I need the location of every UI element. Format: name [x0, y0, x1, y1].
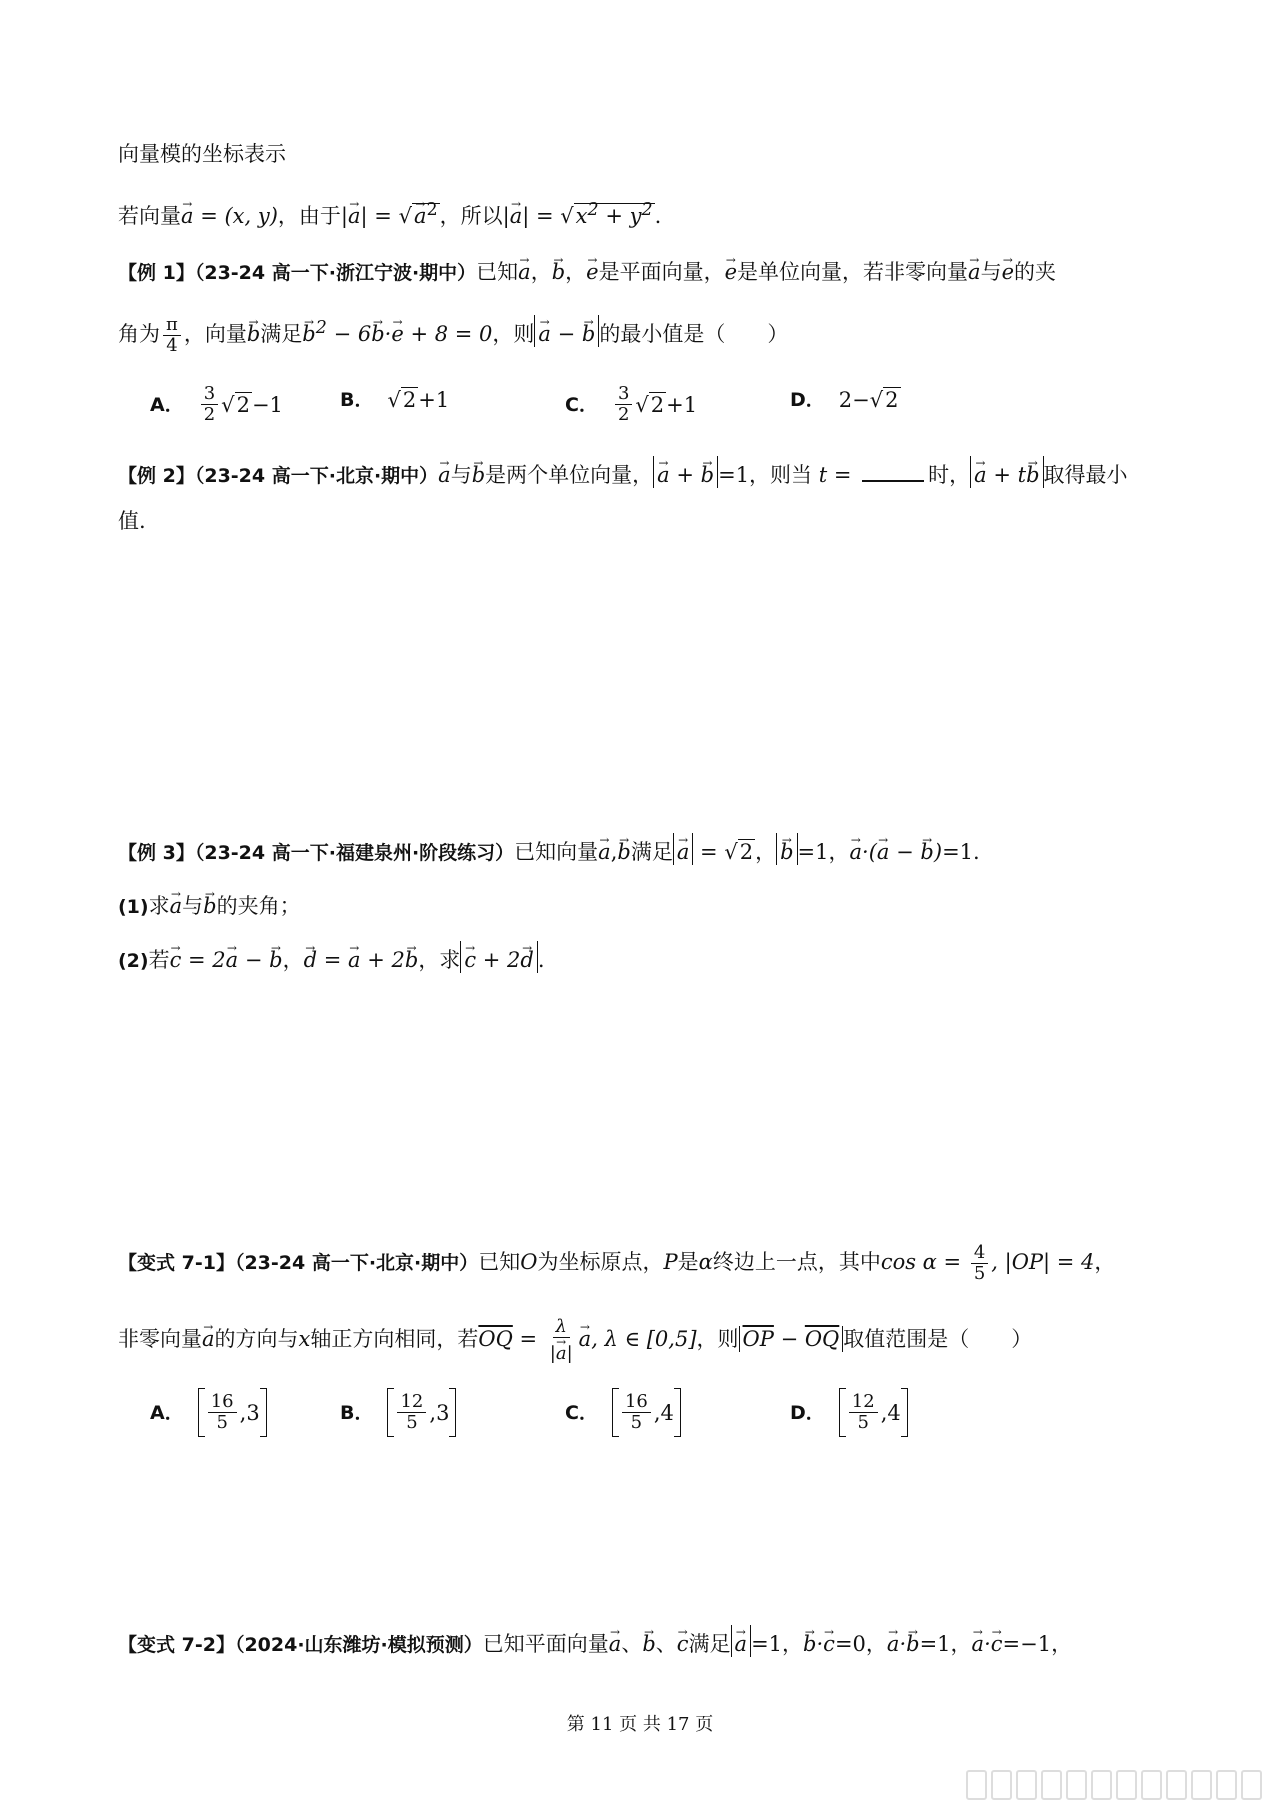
variant71-line1: 【变式 7-1】（23-24 高一下·北京·期中）已知O为坐标原点，P是α终边上一点，其中cos α = $\frac{4}{5}$ , |OP| = 4，	[118, 1242, 1116, 1284]
example1-option-c[interactable]: C． $\frac{3}{2}$ √2 +1	[565, 383, 698, 425]
example1-option-b[interactable]: B． √2 +1	[340, 388, 450, 412]
watermark-icon	[966, 1770, 1262, 1800]
variant71-option-a[interactable]: A． $\frac{16}{5}$ , 3	[150, 1388, 267, 1437]
variant71-option-b[interactable]: B． $\frac{12}{5}$ , 3	[340, 1388, 456, 1437]
example3-line1: 【例 3】（23-24 高一下·福建泉州·阶段练习）已知向量→ a,→ b满足 → a = √2， → b =1，→ a·(→ a − → b)=1.	[118, 830, 1190, 869]
variant71-option-d[interactable]: D． $\frac{12}{5}$ , 4	[790, 1388, 908, 1437]
example1-option-a[interactable]: A． $\frac{3}{2}$ √2 −1	[150, 383, 283, 425]
example3-q1: (1)求→ a与→ b的夹角；	[118, 884, 1190, 923]
example1-line1: 【例 1】（23-24 高一下·浙江宁波·期中）已知→ a，→ b，→ e是平面向量，→ e是单位向量，若非零向量→ a与→ e的夹	[118, 250, 1190, 289]
variant71-option-c[interactable]: C． $\frac{16}{5}$ , 4	[565, 1388, 681, 1437]
variant72-line1: 【变式 7-2】（2024·山东潍坊·模拟预测）已知平面向量→ a、→ b、→ c满足 → a =1，→ b·→ c=0，→ a·→ b=1，→ a·→ c=−1，	[118, 1622, 1190, 1661]
example3-q2: (2)若→ c = 2→ a − → b，→ d = → a + 2→ b，求 → c + 2→ d .	[118, 938, 1190, 977]
page-footer: 第 11 页 共 17 页	[566, 1714, 714, 1735]
variant71-line2: 非零向量→ a的方向与x轴正方向相同，若$\overline{OQ}$ = $\frac{\lambda}{|\to a|}$ → a, λ ∈ [0,5]，则 $\overline{OP} - \overline{OQ}$ 取值范围是（ ）	[118, 1317, 1190, 1364]
example1-option-d[interactable]: D． 2− √2	[790, 388, 899, 412]
section-heading: 向量模的坐标表示	[118, 142, 286, 166]
example2-line2: 值.	[118, 509, 146, 533]
answer-blank[interactable]	[862, 460, 924, 482]
example1-line2: 角为 $\frac{\pi}{4}$ ，向量→ b满足→ $b^2 - 6\to b\cdot\to e + 8 = 0$，则 → a − → b 的最小值是（ ）	[118, 312, 1190, 356]
intro-line: 若向量→ a = (x, y)，由于|→ a| = √→ $a^2$，所以|→ $a| = √x^2 + y^2$.	[118, 194, 1190, 232]
example2-line1: 【例 2】（23-24 高一下·北京·期中）→ a与→ b是两个单位向量， → a + → b =1，则当 t = 时， → a + t→ b 取得最小	[118, 453, 1190, 492]
